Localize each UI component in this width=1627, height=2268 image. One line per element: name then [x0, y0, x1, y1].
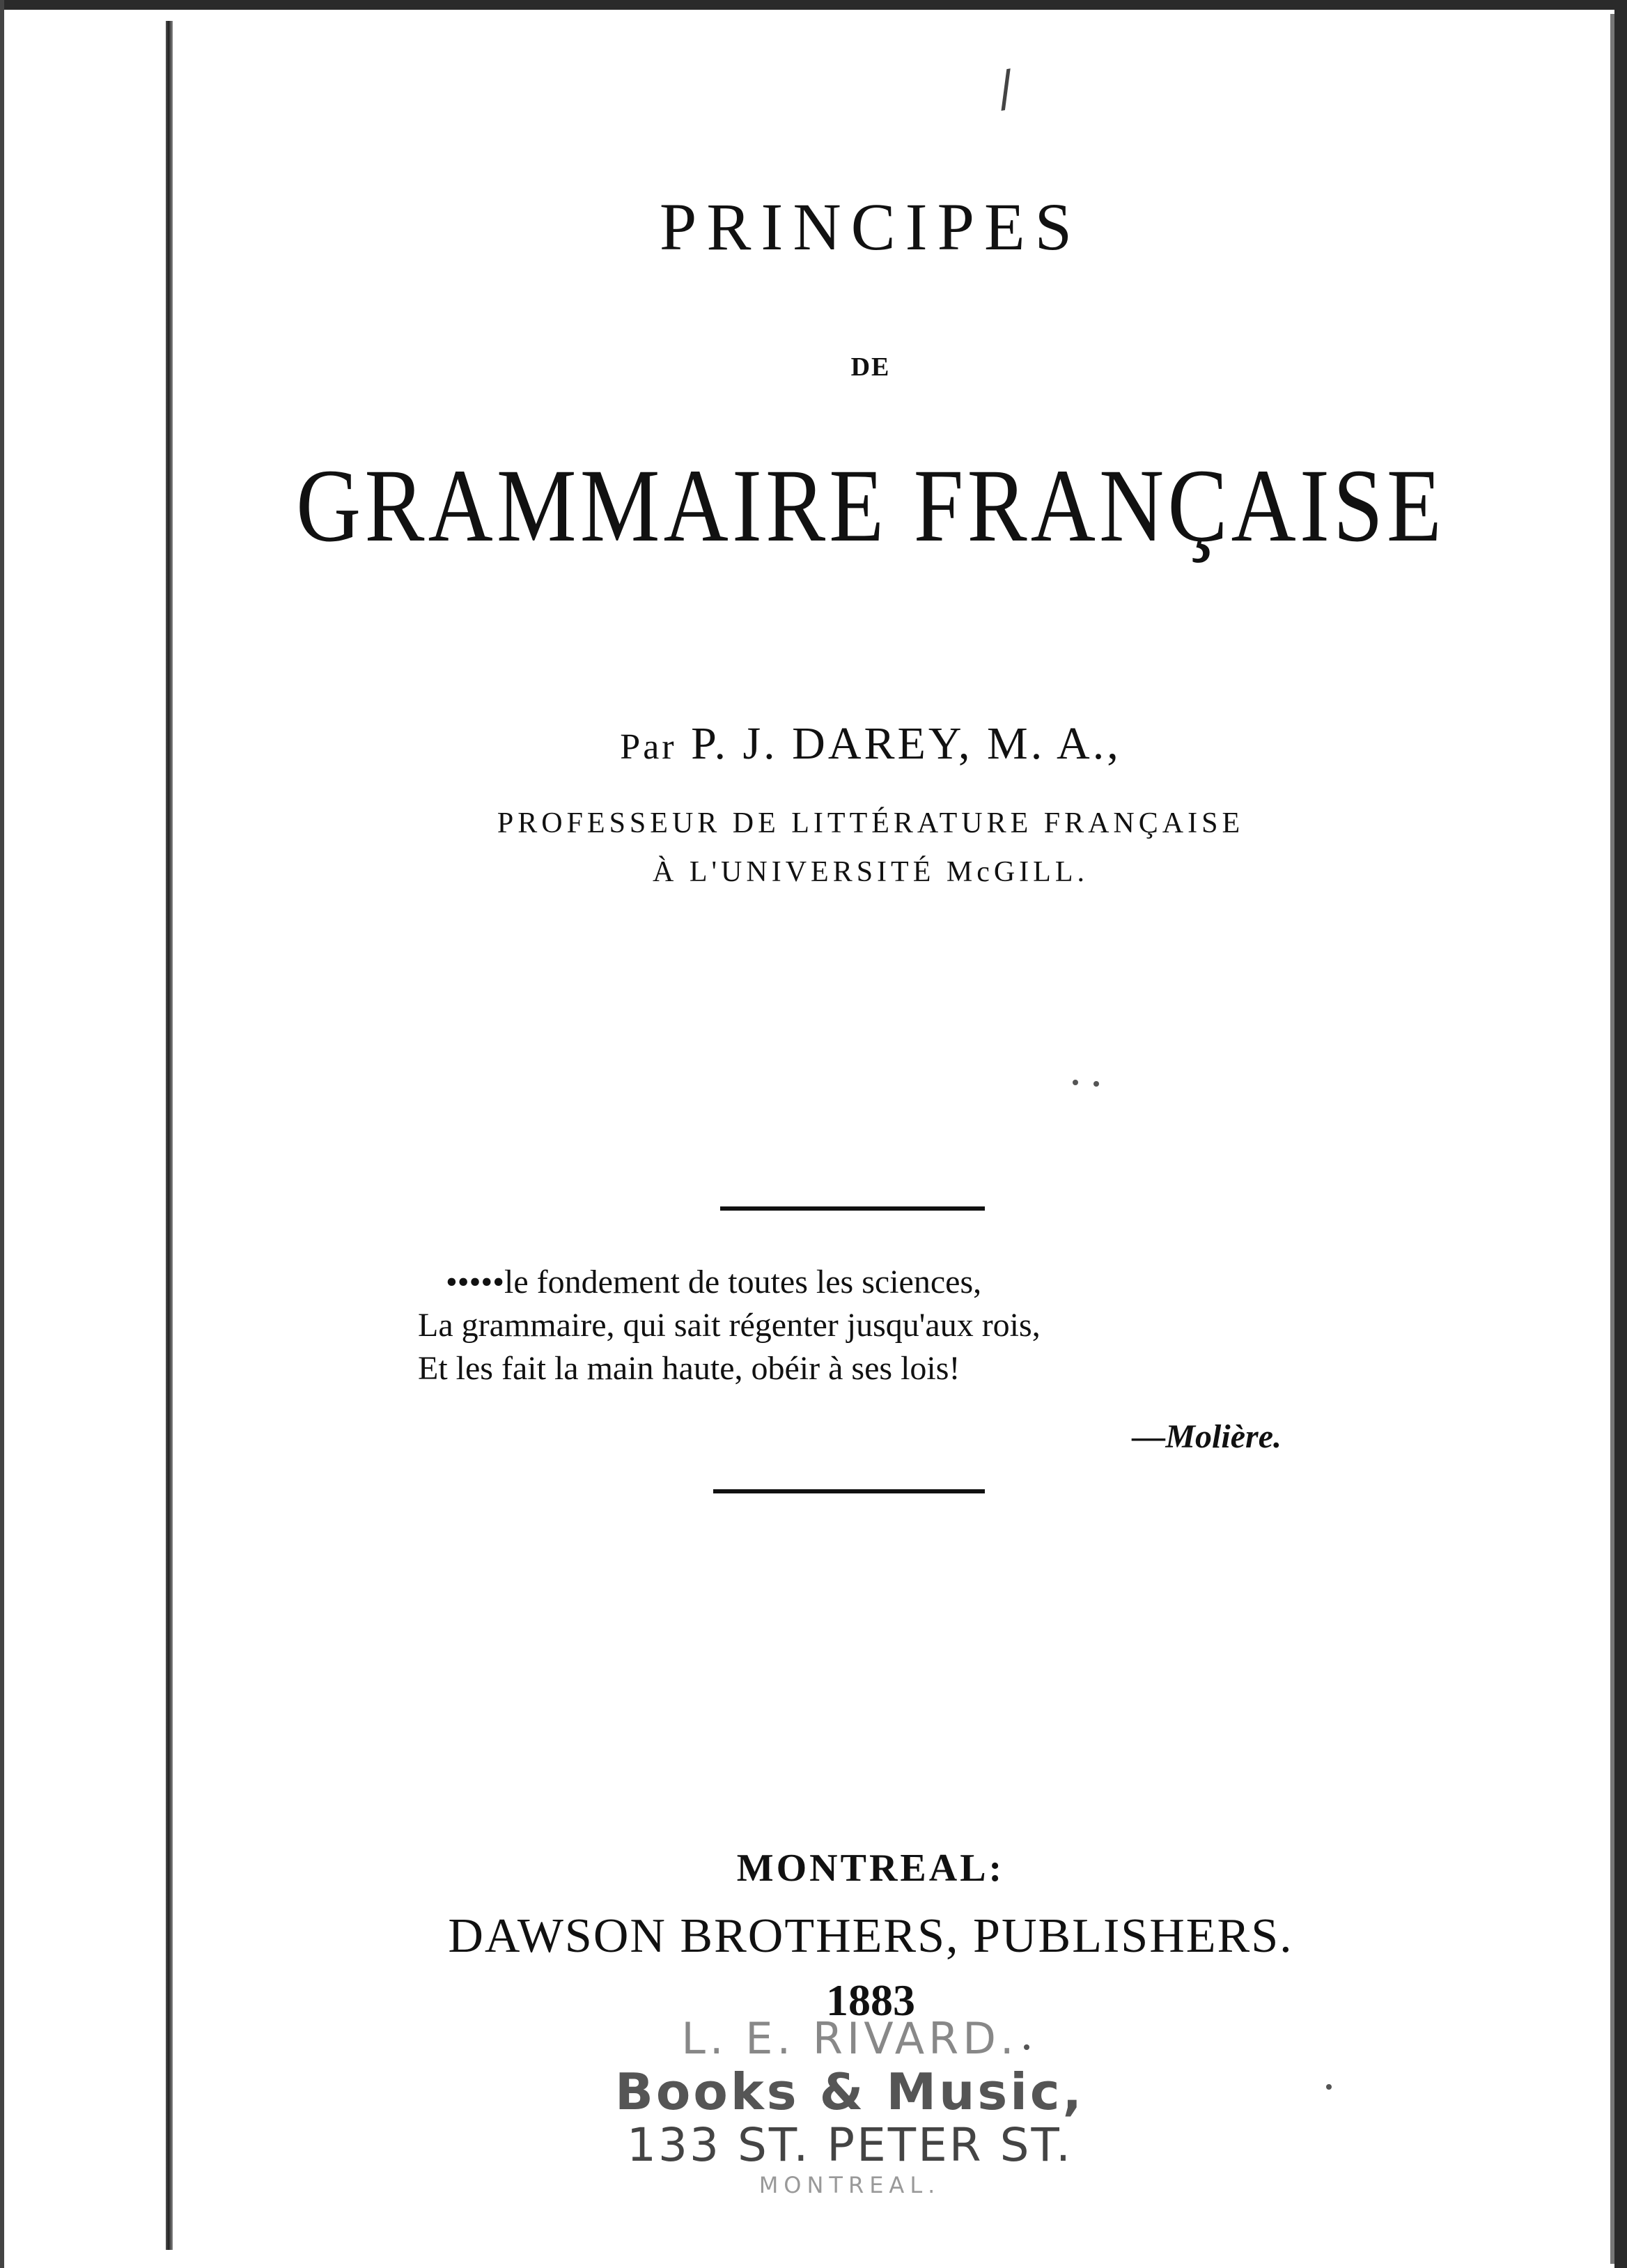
- epigraph-line: Et les fait la main haute, obéir à ses lois!: [418, 1350, 960, 1387]
- epigraph-line: La grammaire, qui sait régenter jusqu'aux rois,: [418, 1307, 1041, 1344]
- pencil-mark: /: [992, 59, 1019, 118]
- page-right-shadow: [1610, 14, 1614, 2264]
- binding-gutter: [166, 21, 173, 2250]
- title-top-line: PRINCIPES: [659, 189, 1082, 264]
- title-main-line: GRAMMAIRE FRANÇAISE: [296, 448, 1445, 564]
- epigraph-attribution: —Molière.: [1132, 1418, 1282, 1455]
- scan-speck: [1326, 2084, 1332, 2090]
- bookseller-stamp: [599, 2013, 1100, 2198]
- author-institution: À L'UNIVERSITÉ McGILL.: [653, 856, 1089, 888]
- epigraph: [418, 1261, 1254, 1390]
- divider-top: [720, 1206, 985, 1211]
- title-connector: DE: [850, 352, 891, 382]
- stamp-address: 133 ST. PETER ST.: [626, 2118, 1073, 2172]
- scan-speck: [1073, 1080, 1078, 1085]
- imprint-publisher: DAWSON BROTHERS, PUBLISHERS.: [448, 1909, 1293, 1963]
- author-position: PROFESSEUR DE LITTÉRATURE FRANÇAISE: [497, 807, 1245, 839]
- scan-speck: [1093, 1081, 1099, 1087]
- page-top-edge: [0, 0, 1627, 10]
- author-line: [174, 717, 1567, 770]
- scan-speck: [1024, 2044, 1029, 2050]
- epigraph-line: •••••le fondement de toutes les sciences,: [446, 1264, 982, 1300]
- stamp-city: MONTREAL.: [758, 2172, 941, 2198]
- imprint-city: MONTREAL:: [736, 1847, 1005, 1890]
- author-prefix: Par: [620, 727, 677, 767]
- divider-bottom: [713, 1489, 985, 1493]
- page-left-edge: [0, 0, 4, 2268]
- page-right-edge: [1614, 0, 1627, 2268]
- imprint-year: 1883: [826, 1975, 915, 2025]
- stamp-name: L. E. RIVARD.: [681, 2013, 1018, 2064]
- author-name: P. J. DAREY, M. A.,: [691, 718, 1121, 769]
- stamp-trade: Books & Music,: [615, 2063, 1084, 2121]
